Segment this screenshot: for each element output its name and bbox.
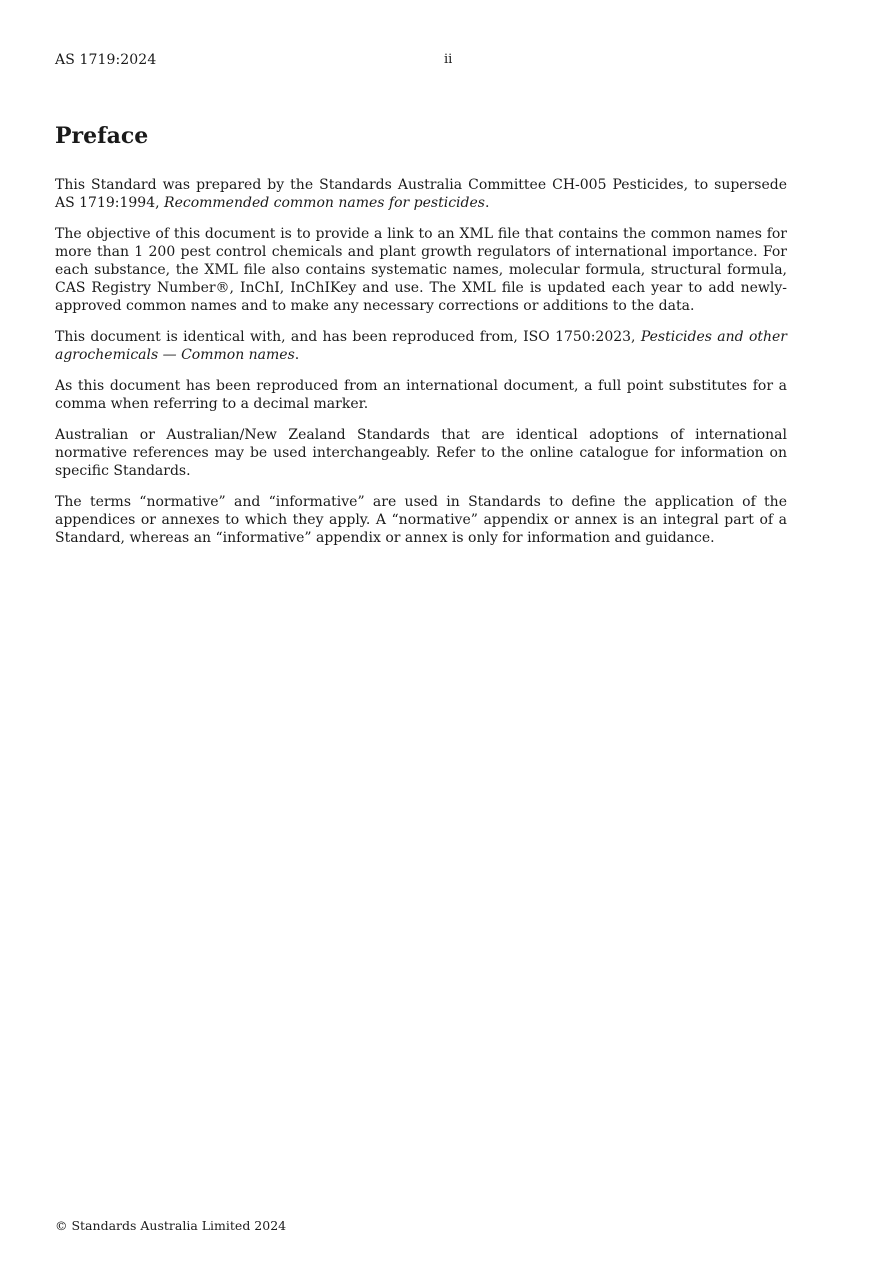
paragraph-committee-end: . [484, 195, 490, 211]
paragraph-decimal-marker: As this document has been reproduced from an international document, a full point substitutes for a comma when referring to a decimal marker. [55, 378, 787, 412]
paragraph-committee-text: This Standard was prepared by the Standards Australia Committee CH-005 Pesticides, to supersede AS 1719:1994, [55, 177, 787, 211]
page-title: Preface [55, 123, 149, 149]
standard-id: AS 1719:2024 [55, 52, 157, 68]
iso-title: Pesticides and other agrochemicals — Common names [55, 329, 788, 363]
paragraph-iso-source [55, 328, 787, 364]
paragraph-normative-references: Australian or Australian/New Zealand Standards that are identical adoptions of international normative references may be used interchangeably. Refer to the online catalogue for information on specific Standards. [55, 427, 787, 479]
page-number: ii [444, 52, 453, 67]
paragraph-iso-source-text: This document is identical with, and has been reproduced from, ISO 1750:2023, [55, 329, 641, 345]
preface-body [55, 176, 787, 560]
superseded-title: Recommended common names for pesticides [164, 195, 485, 211]
paragraph-objective: The objective of this document is to provide a link to an XML file that contains the common names for more than 1 200 pest control chemicals and plant growth regulators of international importance. For each substance, the XML file also contains systematic names, molecular formula, structural formula, CAS Registry Number®, InChI, InChIKey and use. The XML file is updated each year to add newly-approved common names and to make any necessary corrections or additions to the data. [55, 226, 787, 314]
paragraph-committee [55, 176, 787, 212]
paragraph-normative-informative: The terms “normative” and “informative” are used in Standards to define the application of the appendices or annexes to which they apply. A “normative” appendix or annex is an integral part of a Standard, whereas an “informative” appendix or annex is only for information and guidance. [55, 494, 787, 546]
paragraph-iso-source-end: . [294, 347, 300, 363]
copyright-footer: © Standards Australia Limited 2024 [55, 1218, 287, 1233]
